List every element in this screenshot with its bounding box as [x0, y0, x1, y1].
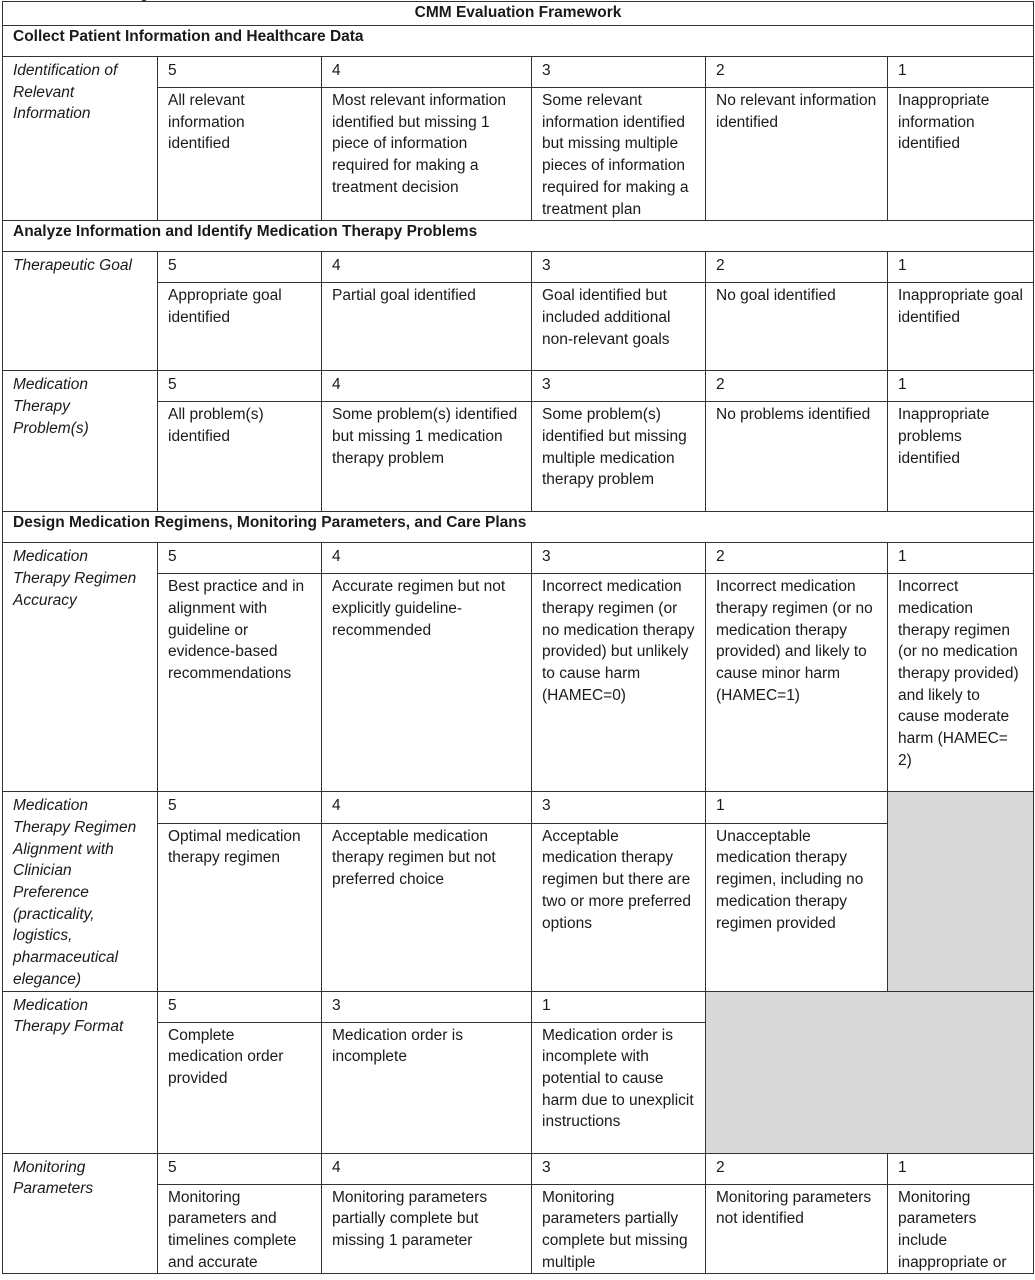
score-cell: 4	[322, 252, 532, 283]
score-cell: 5	[158, 371, 322, 402]
description-cell: Some problem(s) identified but missing multiple medication therapy problem	[532, 402, 706, 512]
score-cell: 4	[322, 543, 532, 574]
section-heading-row	[3, 221, 1034, 252]
description-cell: All problem(s) identified	[158, 402, 322, 512]
table-title: CMM Evaluation Framework	[3, 2, 1034, 26]
description-cell: Appropriate goal identified	[158, 283, 322, 371]
score-cell: 2	[706, 543, 888, 574]
description-cell: Incorrect medication therapy regimen (or no medication therapy provided) and likely to cause moderate harm (HAMEC= 2)	[888, 574, 1034, 792]
description-cell: Monitoring parameters and timelines complete and accurate	[158, 1184, 322, 1274]
description-cell: Medication order is incomplete with potential to cause harm due to unexplicit instructions	[532, 1022, 706, 1153]
score-cell: 4	[322, 371, 532, 402]
score-cell: 4	[322, 792, 532, 824]
score-cell: 2	[706, 371, 888, 402]
description-cell: Acceptable medication therapy regimen but there are two or more preferred options	[532, 823, 706, 991]
section-heading-row	[3, 26, 1034, 57]
section-heading: Design Medication Regimens, Monitoring Parameters, and Care Plans	[3, 512, 1034, 543]
description-cell: Inappropriate problems identified	[888, 402, 1034, 512]
description-cell: No problems identified	[706, 402, 888, 512]
score-cell: 3	[532, 57, 706, 88]
description-cell: All relevant information identified	[158, 88, 322, 221]
criterion-description-row	[3, 402, 1034, 512]
empty-shaded-cell	[888, 792, 1034, 991]
criterion-name: Medication Therapy Format	[3, 991, 158, 1153]
description-cell: Monitoring parameters partially complete but missing 1 parameter	[322, 1184, 532, 1274]
description-cell: Some relevant information identified but missing multiple pieces of information required for making a treatment plan	[532, 88, 706, 221]
description-cell: Some problem(s) identified but missing 1 medication therapy problem	[322, 402, 532, 512]
section-heading: Analyze Information and Identify Medication Therapy Problems	[3, 221, 1034, 252]
description-cell: No goal identified	[706, 283, 888, 371]
section-heading-row	[3, 512, 1034, 543]
criterion-score-row	[3, 543, 1034, 574]
criterion-description-row	[3, 574, 1034, 792]
score-cell: 5	[158, 543, 322, 574]
description-cell: Unacceptable medication therapy regimen, including no medication therapy regimen provided	[706, 823, 888, 991]
description-cell: Goal identified but included additional non-relevant goals	[532, 283, 706, 371]
description-cell: Monitoring parameters not identified	[706, 1184, 888, 1274]
criterion-score-row	[3, 252, 1034, 283]
criterion-score-row	[3, 991, 1034, 1022]
criterion-description-row	[3, 283, 1034, 371]
score-cell: 5	[158, 991, 322, 1022]
score-cell: 3	[532, 792, 706, 824]
description-cell: Monitoring parameters include inappropriate or	[888, 1184, 1034, 1274]
score-cell: 1	[888, 1153, 1034, 1184]
description-cell: Acceptable medication therapy regimen but not preferred choice	[322, 823, 532, 991]
criterion-score-row	[3, 57, 1034, 88]
description-cell: Optimal medication therapy regimen	[158, 823, 322, 991]
title-row	[3, 2, 1034, 26]
score-cell: 2	[706, 1153, 888, 1184]
score-cell: 1	[888, 252, 1034, 283]
description-cell: Incorrect medication therapy regimen (or no medication therapy provided) but unlikely to cause harm (HAMEC=0)	[532, 574, 706, 792]
criterion-name: Therapeutic Goal	[3, 252, 158, 371]
criterion-name: Medication Therapy Problem(s)	[3, 371, 158, 512]
description-cell: Most relevant information identified but missing 1 piece of information required for making a treatment decision	[322, 88, 532, 221]
criterion-name: Medication Therapy Regimen Accuracy	[3, 543, 158, 792]
score-cell: 1	[706, 792, 888, 824]
score-cell: 5	[158, 252, 322, 283]
evaluation-framework-table	[2, 1, 1034, 1274]
score-cell: 2	[706, 252, 888, 283]
description-cell: Accurate regimen but not explicitly guideline-recommended	[322, 574, 532, 792]
score-cell: 5	[158, 792, 322, 824]
criterion-description-row	[3, 1184, 1034, 1274]
description-cell: Partial goal identified	[322, 283, 532, 371]
description-cell: Monitoring parameters partially complete but missing multiple	[532, 1184, 706, 1274]
score-cell: 3	[532, 543, 706, 574]
description-cell: Medication order is incomplete	[322, 1022, 532, 1153]
description-cell: Complete medication order provided	[158, 1022, 322, 1153]
score-cell: 1	[532, 991, 706, 1022]
description-cell: Inappropriate goal identified	[888, 283, 1034, 371]
score-cell: 4	[322, 57, 532, 88]
score-cell: 1	[888, 371, 1034, 402]
section-heading: Collect Patient Information and Healthcare Data	[3, 26, 1034, 57]
score-cell: 3	[532, 1153, 706, 1184]
description-cell: Inappropriate information identified	[888, 88, 1034, 221]
score-cell: 2	[706, 57, 888, 88]
criterion-name: Identification of Relevant Information	[3, 57, 158, 221]
score-cell: 3	[322, 991, 532, 1022]
description-cell: Best practice and in alignment with guideline or evidence-based recommendations	[158, 574, 322, 792]
description-cell: No relevant information identified	[706, 88, 888, 221]
score-cell: 5	[158, 1153, 322, 1184]
criterion-score-row	[3, 371, 1034, 402]
criterion-score-row	[3, 1153, 1034, 1184]
criterion-name: Medication Therapy Regimen Alignment with Clinician Preference (practicality, logistics, pharmaceutical elegance)	[3, 792, 158, 991]
criterion-description-row	[3, 823, 1034, 991]
criterion-name: Monitoring Parameters	[3, 1153, 158, 1274]
score-cell: 1	[888, 57, 1034, 88]
score-cell: 3	[532, 371, 706, 402]
criterion-score-row	[3, 792, 1034, 824]
score-cell: 3	[532, 252, 706, 283]
description-cell: Incorrect medication therapy regimen (or no medication therapy provided) and likely to cause minor harm (HAMEC=1)	[706, 574, 888, 792]
score-cell: 4	[322, 1153, 532, 1184]
criterion-description-row	[3, 88, 1034, 221]
score-cell: 5	[158, 57, 322, 88]
score-cell: 1	[888, 543, 1034, 574]
empty-shaded-cell	[706, 991, 1034, 1153]
